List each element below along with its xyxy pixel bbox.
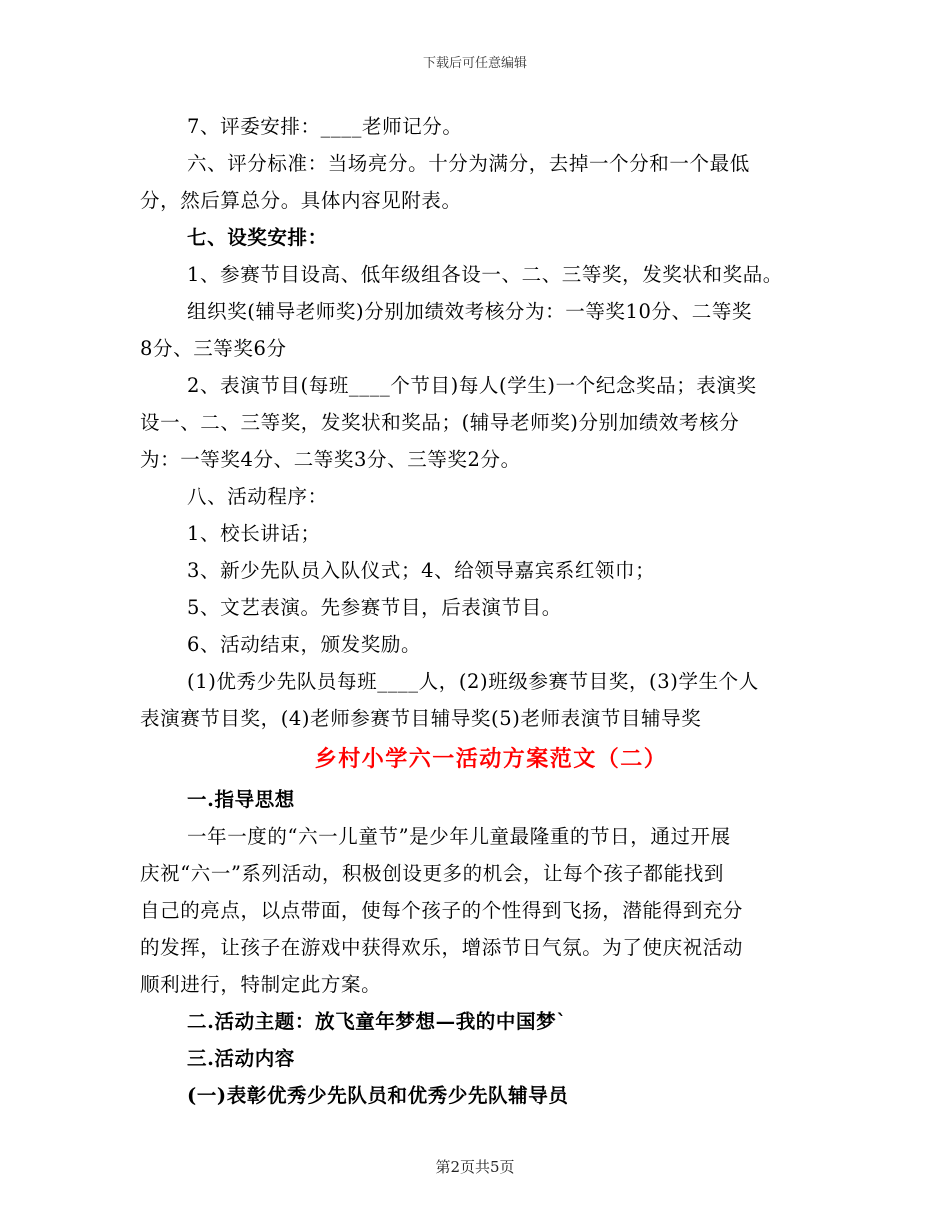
paragraph-line: 自己的亮点，以点带面，使每个孩子的个性得到飞扬，潜能得到充分 xyxy=(140,899,744,922)
paragraph-line: 的发挥，让孩子在游戏中获得欢乐，增添节日气氛。为了使庆祝活动 xyxy=(140,936,744,959)
paragraph-line: 表演赛节目奖，(4)老师参赛节目辅导奖(5)老师表演节目辅导奖 xyxy=(140,707,702,730)
section-heading: 七、设奖安排： xyxy=(187,226,328,249)
paragraph-line: 为：一等奖4分、二等奖3分、三等奖2分。 xyxy=(140,448,521,471)
paragraph-line: 设一、二、三等奖，发奖状和奖品；(辅导老师奖)分别加绩效考核分 xyxy=(140,411,740,434)
page-header: 下载后可任意编辑 xyxy=(422,56,527,71)
paragraph-line: 六、评分标准：当场亮分。十分为满分，去掉一个分和一个最低 xyxy=(187,152,750,175)
paragraph-line: 7、评委安排：____老师记分。 xyxy=(187,115,463,138)
page-footer: 第2页共5页 xyxy=(435,1158,515,1176)
document-body xyxy=(140,108,812,1114)
paragraph-line: 组织奖(辅导老师奖)分别加绩效考核分为：一等奖10分、二等奖 xyxy=(187,300,753,323)
paragraph-line: (1)优秀少先队员每班____人，(2)班级参赛节目奖，(3)学生个人 xyxy=(187,670,759,693)
paragraph-line: 一年一度的“六一儿童节”是少年儿童最隆重的节日，通过开展 xyxy=(187,825,731,848)
paragraph-line: 6、活动结束，颁发奖励。 xyxy=(187,633,422,656)
paragraph-line: 8分、三等奖6分 xyxy=(140,337,287,360)
paragraph-line: 庆祝“六一”系列活动，积极创设更多的机会，让每个孩子都能找到 xyxy=(140,862,724,885)
section-heading: 八、活动程序： xyxy=(187,485,328,508)
section-title: 乡村小学六一活动方案范文（二） xyxy=(314,746,668,772)
section-heading: 一.指导思想 xyxy=(187,788,295,811)
paragraph-line: 2、表演节目(每班____个节目)每人(学生)一个纪念奖品；表演奖 xyxy=(187,374,757,397)
paragraph-line: 分，然后算总分。具体内容见附表。 xyxy=(140,189,462,212)
paragraph-line: 顺利进行，特制定此方案。 xyxy=(140,973,382,996)
section-heading: 三.活动内容 xyxy=(187,1047,295,1070)
paragraph-line: 1、校长讲话； xyxy=(187,522,321,545)
section-heading: (一)表彰优秀少先队员和优秀少先队辅导员 xyxy=(187,1084,569,1107)
paragraph-line: 3、新少先队员入队仪式；4、给领导嘉宾系红领巾； xyxy=(187,559,656,582)
paragraph-line: 1、参赛节目设高、低年级组各设一、二、三等奖，发奖状和奖品。 xyxy=(187,263,783,286)
section-heading: 二.活动主题：放飞童年梦想—我的中国梦` xyxy=(187,1010,567,1033)
paragraph-line: 5、文艺表演。先参赛节目，后表演节目。 xyxy=(187,596,562,619)
